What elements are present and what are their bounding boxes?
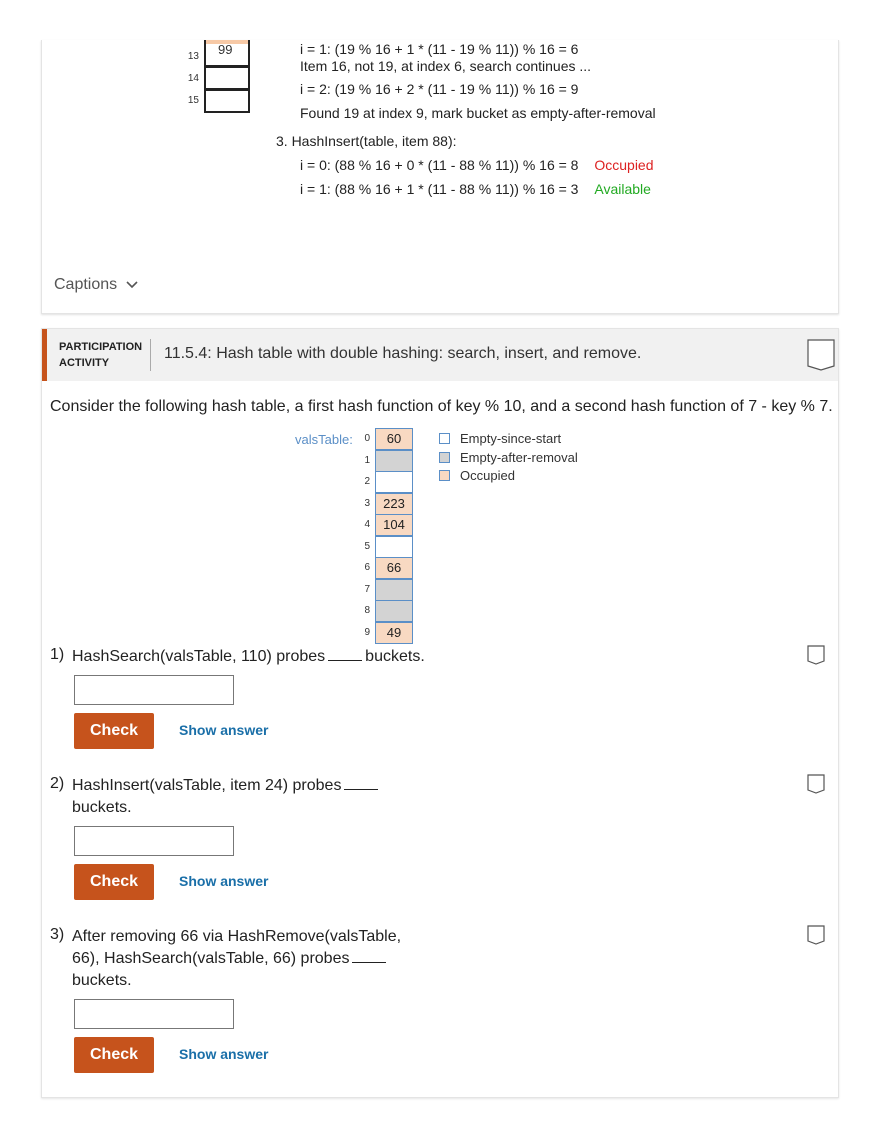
animation-step-line: Item 16, not 19, at index 6, search continues ... — [300, 58, 592, 74]
mini-table-index: 13 — [187, 51, 199, 62]
question-number: 3) — [50, 926, 65, 943]
activity-type-label — [59, 339, 149, 371]
table-label: valsTable: — [295, 432, 353, 447]
answer-blank — [352, 951, 386, 963]
bucket-index: 8 — [364, 605, 370, 616]
bucket-0: 60 — [375, 428, 413, 450]
mini-table-row-14 — [204, 67, 250, 90]
mini-table-index: 14 — [187, 73, 199, 84]
animation-step-line: i = 2: (19 % 16 + 2 * (11 - 19 % 11)) % 16 = 9 — [300, 81, 579, 97]
question-text — [72, 646, 425, 668]
bucket-4: 104 — [375, 514, 413, 536]
answer-input-2[interactable] — [74, 826, 234, 856]
answer-blank — [328, 649, 362, 661]
legend-swatch — [439, 433, 450, 444]
probe-line — [300, 157, 654, 173]
question-status-icon — [807, 925, 825, 945]
legend-item — [439, 468, 515, 483]
mini-table-row-15 — [204, 90, 250, 113]
probe-status-available: Available — [594, 181, 651, 197]
question-status-icon — [807, 774, 825, 794]
legend-item — [439, 431, 561, 446]
chevron-down-icon — [125, 280, 139, 290]
question-number: 1) — [50, 646, 65, 663]
legend-label: Empty-since-start — [460, 431, 562, 446]
show-answer-link-2[interactable]: Show answer — [179, 873, 269, 889]
probe-formula: i = 1: (88 % 16 + 1 * (11 - 88 % 11)) % 16 = 3 — [300, 181, 579, 197]
question-status-icon — [807, 645, 825, 665]
bucket-index: 7 — [364, 583, 370, 595]
bucket-index: 3 — [364, 497, 370, 509]
animation-step-line: Found 19 at index 9, mark bucket as empty-after-removal — [300, 105, 656, 121]
question-text-part: HashSearch(valsTable, 110) probes — [72, 648, 326, 665]
bucket-3: 223 — [375, 493, 413, 515]
question-text — [72, 775, 381, 819]
bucket-index: 1 — [364, 454, 370, 466]
legend-label: Empty-after-removal — [460, 449, 578, 465]
animation-step-line: i = 1: (19 % 16 + 1 * (11 - 19 % 11)) % 16 = 6 — [300, 41, 579, 57]
activity-prompt: Consider the following hash table, a first hash function of key % 10, and a second hash function of 7 - key % 7. — [50, 398, 833, 415]
legend-label: Occupied — [460, 468, 515, 483]
bucket-index: 4 — [364, 519, 370, 530]
bucket-index: 6 — [364, 562, 370, 573]
mini-table-index: 15 — [187, 95, 199, 106]
captions-toggle[interactable] — [54, 276, 139, 294]
question-text-part: After removing 66 via HashRemove(valsTable, — [72, 928, 402, 945]
show-answer-link-3[interactable]: Show answer — [179, 1046, 269, 1062]
legend-swatch — [439, 470, 450, 481]
answer-input-1[interactable] — [74, 675, 234, 705]
activity-header — [42, 329, 838, 381]
bucket-index: 0 — [364, 433, 370, 444]
legend-swatch — [439, 452, 450, 463]
bucket-7 — [375, 579, 413, 601]
mini-table-value: 99 — [218, 42, 233, 57]
question-text-part: buckets. — [72, 799, 132, 816]
question-1 — [50, 646, 810, 676]
activity-type-line: ACTIVITY — [59, 357, 110, 369]
bucket-8 — [375, 600, 413, 622]
bucket-5 — [375, 536, 413, 558]
question-3 — [50, 926, 810, 994]
bucket-index: 5 — [364, 540, 370, 552]
bucket-1 — [375, 450, 413, 472]
bucket-9: 49 — [375, 622, 413, 644]
activity-type-line: PARTICIPATION — [59, 341, 143, 353]
question-2 — [50, 775, 810, 821]
question-number: 2) — [50, 775, 65, 792]
question-text — [72, 926, 401, 992]
question-text-part: HashInsert(valsTable, item 24) probes — [72, 777, 342, 794]
completion-bookmark-icon — [807, 339, 835, 371]
question-text-part: buckets. — [365, 648, 425, 665]
answer-blank — [344, 778, 378, 790]
animation-step-heading: 3. HashInsert(table, item 88): — [276, 133, 457, 149]
check-button-2[interactable]: Check — [74, 864, 154, 900]
bucket-6: 66 — [375, 557, 413, 579]
participation-activity — [41, 328, 839, 1098]
bucket-index: 9 — [364, 626, 370, 638]
animation-panel — [41, 40, 839, 314]
probe-formula: i = 0: (88 % 16 + 0 * (11 - 88 % 11)) % 16 = 8 — [300, 157, 579, 173]
check-button-3[interactable]: Check — [74, 1037, 154, 1073]
question-text-part: 66), HashSearch(valsTable, 66) probes — [72, 950, 350, 967]
answer-input-3[interactable] — [74, 999, 234, 1029]
legend-item — [439, 450, 578, 465]
bucket-2 — [375, 471, 413, 493]
probe-line — [300, 181, 651, 197]
check-button-1[interactable]: Check — [74, 713, 154, 749]
probe-status-occupied: Occupied — [594, 157, 654, 173]
show-answer-link-1[interactable]: Show answer — [179, 722, 269, 738]
header-divider — [150, 339, 151, 371]
bucket-index: 2 — [364, 476, 370, 487]
captions-label: Captions — [54, 276, 118, 293]
activity-title: 11.5.4: Hash table with double hashing: search, insert, and remove. — [164, 345, 642, 362]
question-text-part: buckets. — [72, 972, 132, 989]
